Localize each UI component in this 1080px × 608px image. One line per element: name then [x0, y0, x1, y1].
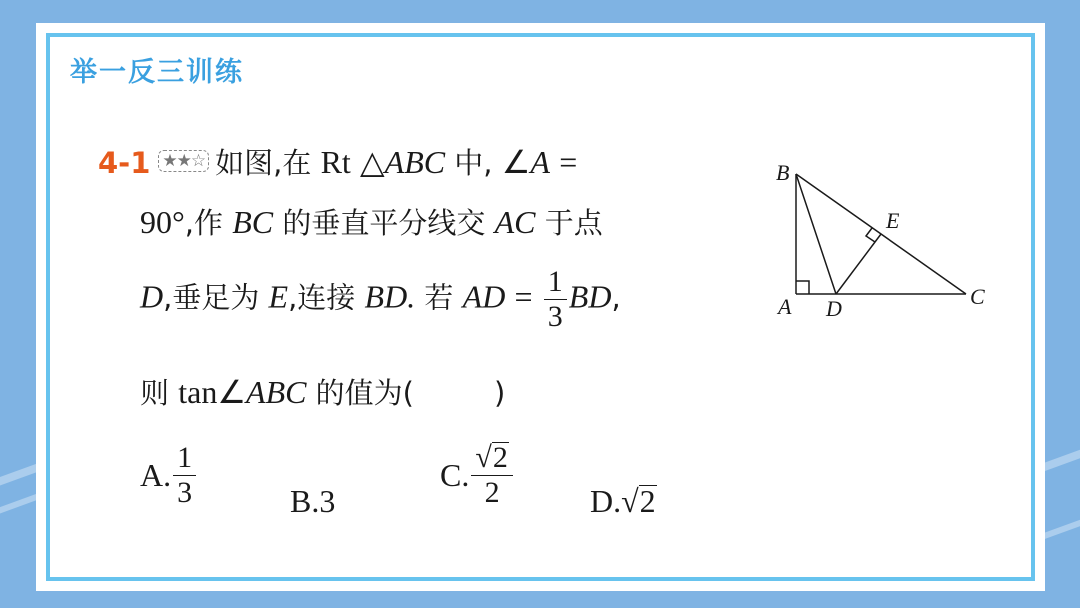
segment-de — [836, 234, 881, 294]
label-d: D — [826, 296, 842, 321]
label-a: A — [778, 294, 792, 319]
fraction-denominator: 3 — [544, 299, 567, 334]
text: ,垂足为 — [163, 280, 260, 315]
text: ) — [494, 376, 506, 410]
difficulty-stars: ★★☆ — [158, 150, 209, 172]
text: ,连接 — [288, 280, 356, 315]
text: A — [530, 144, 550, 180]
question-line-3 — [140, 265, 621, 334]
option-a[interactable] — [140, 441, 198, 510]
text: D — [140, 278, 164, 315]
angle-symbol: ∠ — [501, 144, 531, 180]
text: tan — [178, 374, 218, 410]
right-angle-mark-a — [796, 281, 809, 294]
text: = — [514, 278, 533, 315]
label-b: B — [776, 160, 790, 185]
label-c: C — [970, 284, 985, 309]
text: = — [559, 144, 578, 180]
text: 的垂直平分线交 — [282, 206, 486, 240]
option-label: D. — [590, 483, 622, 519]
sqrt-sign: √ — [475, 441, 492, 474]
option-label: B.3 — [290, 483, 336, 519]
text: BD — [568, 278, 612, 315]
option-d[interactable] — [590, 483, 657, 520]
option-label: C. — [440, 457, 470, 493]
text: AD — [462, 278, 506, 315]
text: 中, — [454, 146, 493, 180]
option-b[interactable] — [290, 483, 335, 520]
fraction-numerator: 1 — [177, 441, 193, 474]
text: ABC — [384, 144, 446, 180]
text: 若 — [424, 280, 454, 315]
geometry-diagram — [766, 158, 1036, 328]
fraction — [544, 265, 567, 334]
question-line-1 — [98, 141, 577, 182]
text: AC — [494, 204, 536, 240]
text: 90° — [140, 204, 185, 240]
text: 如图,在 — [215, 146, 312, 180]
sqrt-radicand: 2 — [492, 441, 508, 474]
content-card — [36, 23, 1045, 591]
text: ABC — [246, 374, 307, 410]
text: ,作 — [184, 206, 224, 240]
fraction-denominator: 3 — [173, 475, 196, 510]
section-title: 举一反三训练 — [70, 57, 244, 88]
fraction-numerator — [471, 441, 512, 475]
text: BC — [232, 204, 274, 240]
fraction — [173, 441, 196, 510]
segment-bd — [796, 174, 836, 294]
text: Rt — [320, 144, 351, 180]
text: 于点 — [544, 206, 603, 240]
option-label: A. — [140, 457, 172, 493]
sqrt-sign: √ — [621, 483, 639, 519]
fraction-numerator: 1 — [547, 265, 563, 298]
text: 的值为( — [315, 376, 414, 410]
text: 则 — [140, 376, 170, 410]
question-number: 4-1 — [98, 146, 151, 180]
question-line-4 — [140, 371, 505, 412]
fraction-denominator: 2 — [471, 475, 512, 510]
text: E — [268, 278, 289, 315]
fraction — [471, 441, 512, 510]
option-c[interactable] — [440, 441, 515, 510]
label-e: E — [886, 208, 900, 233]
question-line-2 — [140, 201, 603, 242]
text: BD. — [364, 278, 416, 315]
triangle-symbol: △ — [360, 144, 385, 180]
sqrt-radicand: 2 — [639, 483, 656, 519]
text: , — [611, 280, 621, 315]
right-angle-mark-e — [866, 228, 875, 242]
angle-symbol: ∠ — [217, 374, 247, 410]
